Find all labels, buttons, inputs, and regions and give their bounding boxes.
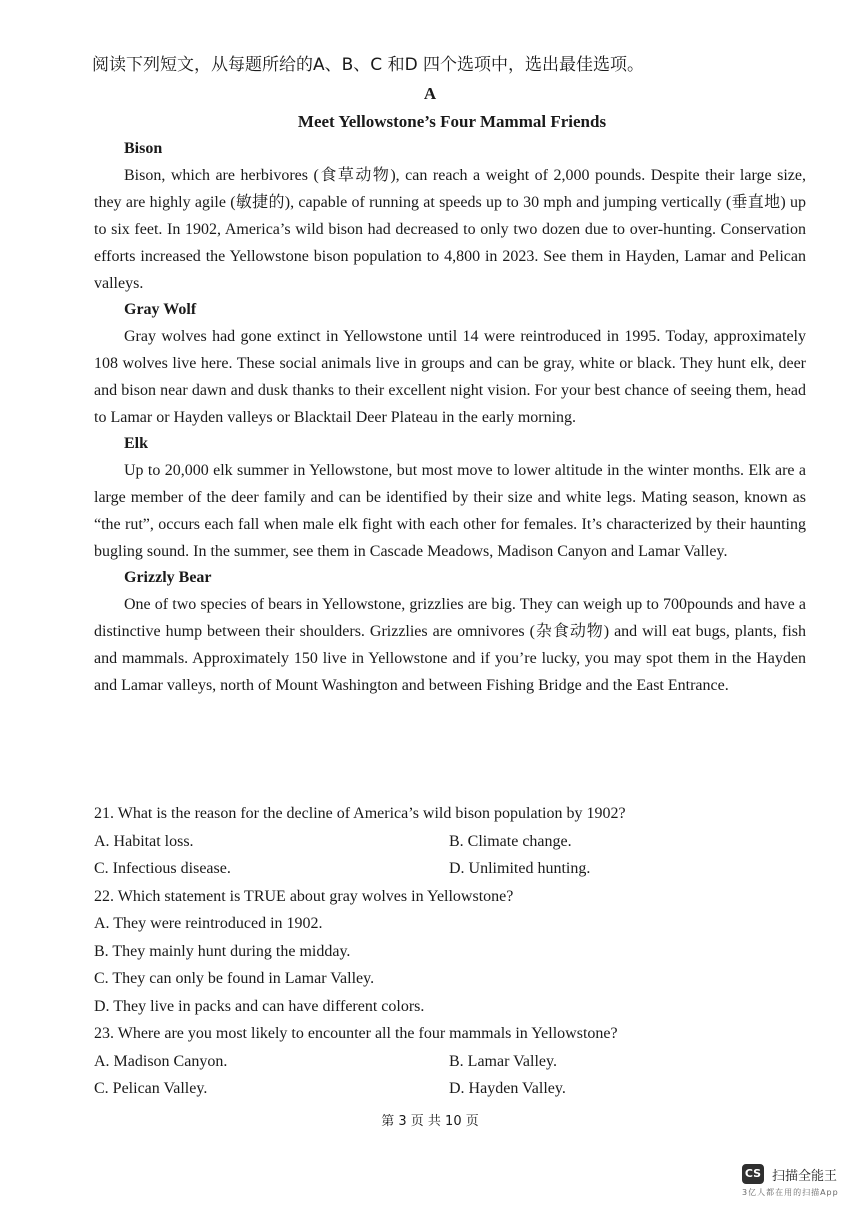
section-heading: Bison xyxy=(124,140,163,157)
section-heading: Gray Wolf xyxy=(124,301,197,318)
option-a: A. They were reintroduced in 1902. xyxy=(94,915,323,932)
option-d: D. Hayden Valley. xyxy=(449,1080,566,1097)
section-text: One of two species of bears in Yellowstone, grizzlies are big. They can weigh up to 700pounds and have a distinctive hump between their shoulders. Grizzlies are omnivores (杂食动物) and will eat bugs, plants, fish and mammals. Approximately 150 live in Yellowstone and if you’re lucky, you may spot them in the Hayden and Lamar valleys, north of Mount Washington and between Fishing Bridge and the East Entrance. xyxy=(94,596,806,694)
watermark-name: 扫描全能王 xyxy=(772,1168,838,1184)
question-22 xyxy=(94,883,806,1021)
questions xyxy=(94,800,806,1103)
section-heading: Elk xyxy=(124,435,149,452)
option-row xyxy=(94,855,806,883)
scanner-watermark xyxy=(742,1164,839,1197)
option-b: B. Lamar Valley. xyxy=(449,1052,557,1070)
option-a: A. Habitat loss. xyxy=(94,832,194,850)
option-d: D. They live in packs and can have different colors. xyxy=(94,997,425,1015)
section-text: Up to 20,000 elk summer in Yellowstone, but most move to lower altitude in the winter months. Elk are a large member of the deer family and can be identified by their size and white legs. Mating season, known as “the rut”, occurs each fall when male elk fight with each other for females. It’s characterized by their haunting bugling sound. In the summer, see them in Cascade Meadows, Madison Canyon and Lamar Valley. xyxy=(94,462,806,560)
question-23 xyxy=(94,1020,806,1103)
instruction: 阅读下列短文，从每题所给的A、B、C 和D 四个选项中，选出最佳选项。 xyxy=(92,55,645,75)
camscanner-logo-icon: CS xyxy=(742,1164,764,1184)
passage-title: Meet Yellowstone’s Four Mammal Friends xyxy=(297,112,607,131)
question-stem: 23. Where are you most likely to encounter all the four mammals in Yellowstone? xyxy=(94,1025,618,1042)
option-b: B. They mainly hunt during the midday. xyxy=(94,942,351,960)
section-text: Bison, which are herbivores (食草动物), can reach a weight of 2,000 pounds. Despite their large size, they are highly agile (敏捷的), capable of running at speeds up to 30 mph and jumping vertically (垂直地) up to six feet. In 1902, America’s wild bison had decreased to only two dozen due to over-hunting. Conservation efforts increased the Yellowstone bison population to 4,800 in 2023. See them in Hayden, Lamar and Pelican valleys. xyxy=(94,167,806,292)
section-label: A xyxy=(423,84,437,103)
option-c: C. They can only be found in Lamar Valley. xyxy=(94,970,375,987)
question-21 xyxy=(94,800,806,883)
option-row xyxy=(94,828,806,856)
question-stem: 21. What is the reason for the decline of America’s wild bison population by 1902? xyxy=(94,805,626,822)
option-c: C. Infectious disease. xyxy=(94,860,231,877)
option-c: C. Pelican Valley. xyxy=(94,1080,208,1097)
option-b: B. Climate change. xyxy=(449,832,572,850)
section-text: Gray wolves had gone extinct in Yellowstone until 14 were reintroduced in 1995. Today, approximately 108 wolves live here. These social animals live in groups and can be gray, white or black. They hunt elk, deer and bison near dawn and dusk thanks to their excellent night vision. For your best chance of seeing them, head to Lamar or Hayden valleys or Blacktail Deer Plateau in the early morning. xyxy=(94,328,806,426)
question-stem: 22. Which statement is TRUE about gray wolves in Yellowstone? xyxy=(94,887,514,905)
option-row xyxy=(94,1048,806,1076)
option-a: A. Madison Canyon. xyxy=(94,1052,228,1070)
option-d: D. Unlimited hunting. xyxy=(449,860,591,877)
page-number: 第 3 页 共 10 页 xyxy=(381,1114,479,1129)
option-row xyxy=(94,1075,806,1103)
section-heading: Grizzly Bear xyxy=(124,569,212,586)
watermark-tagline: 3亿人都在用的扫描App xyxy=(742,1188,839,1197)
passage xyxy=(94,136,806,699)
